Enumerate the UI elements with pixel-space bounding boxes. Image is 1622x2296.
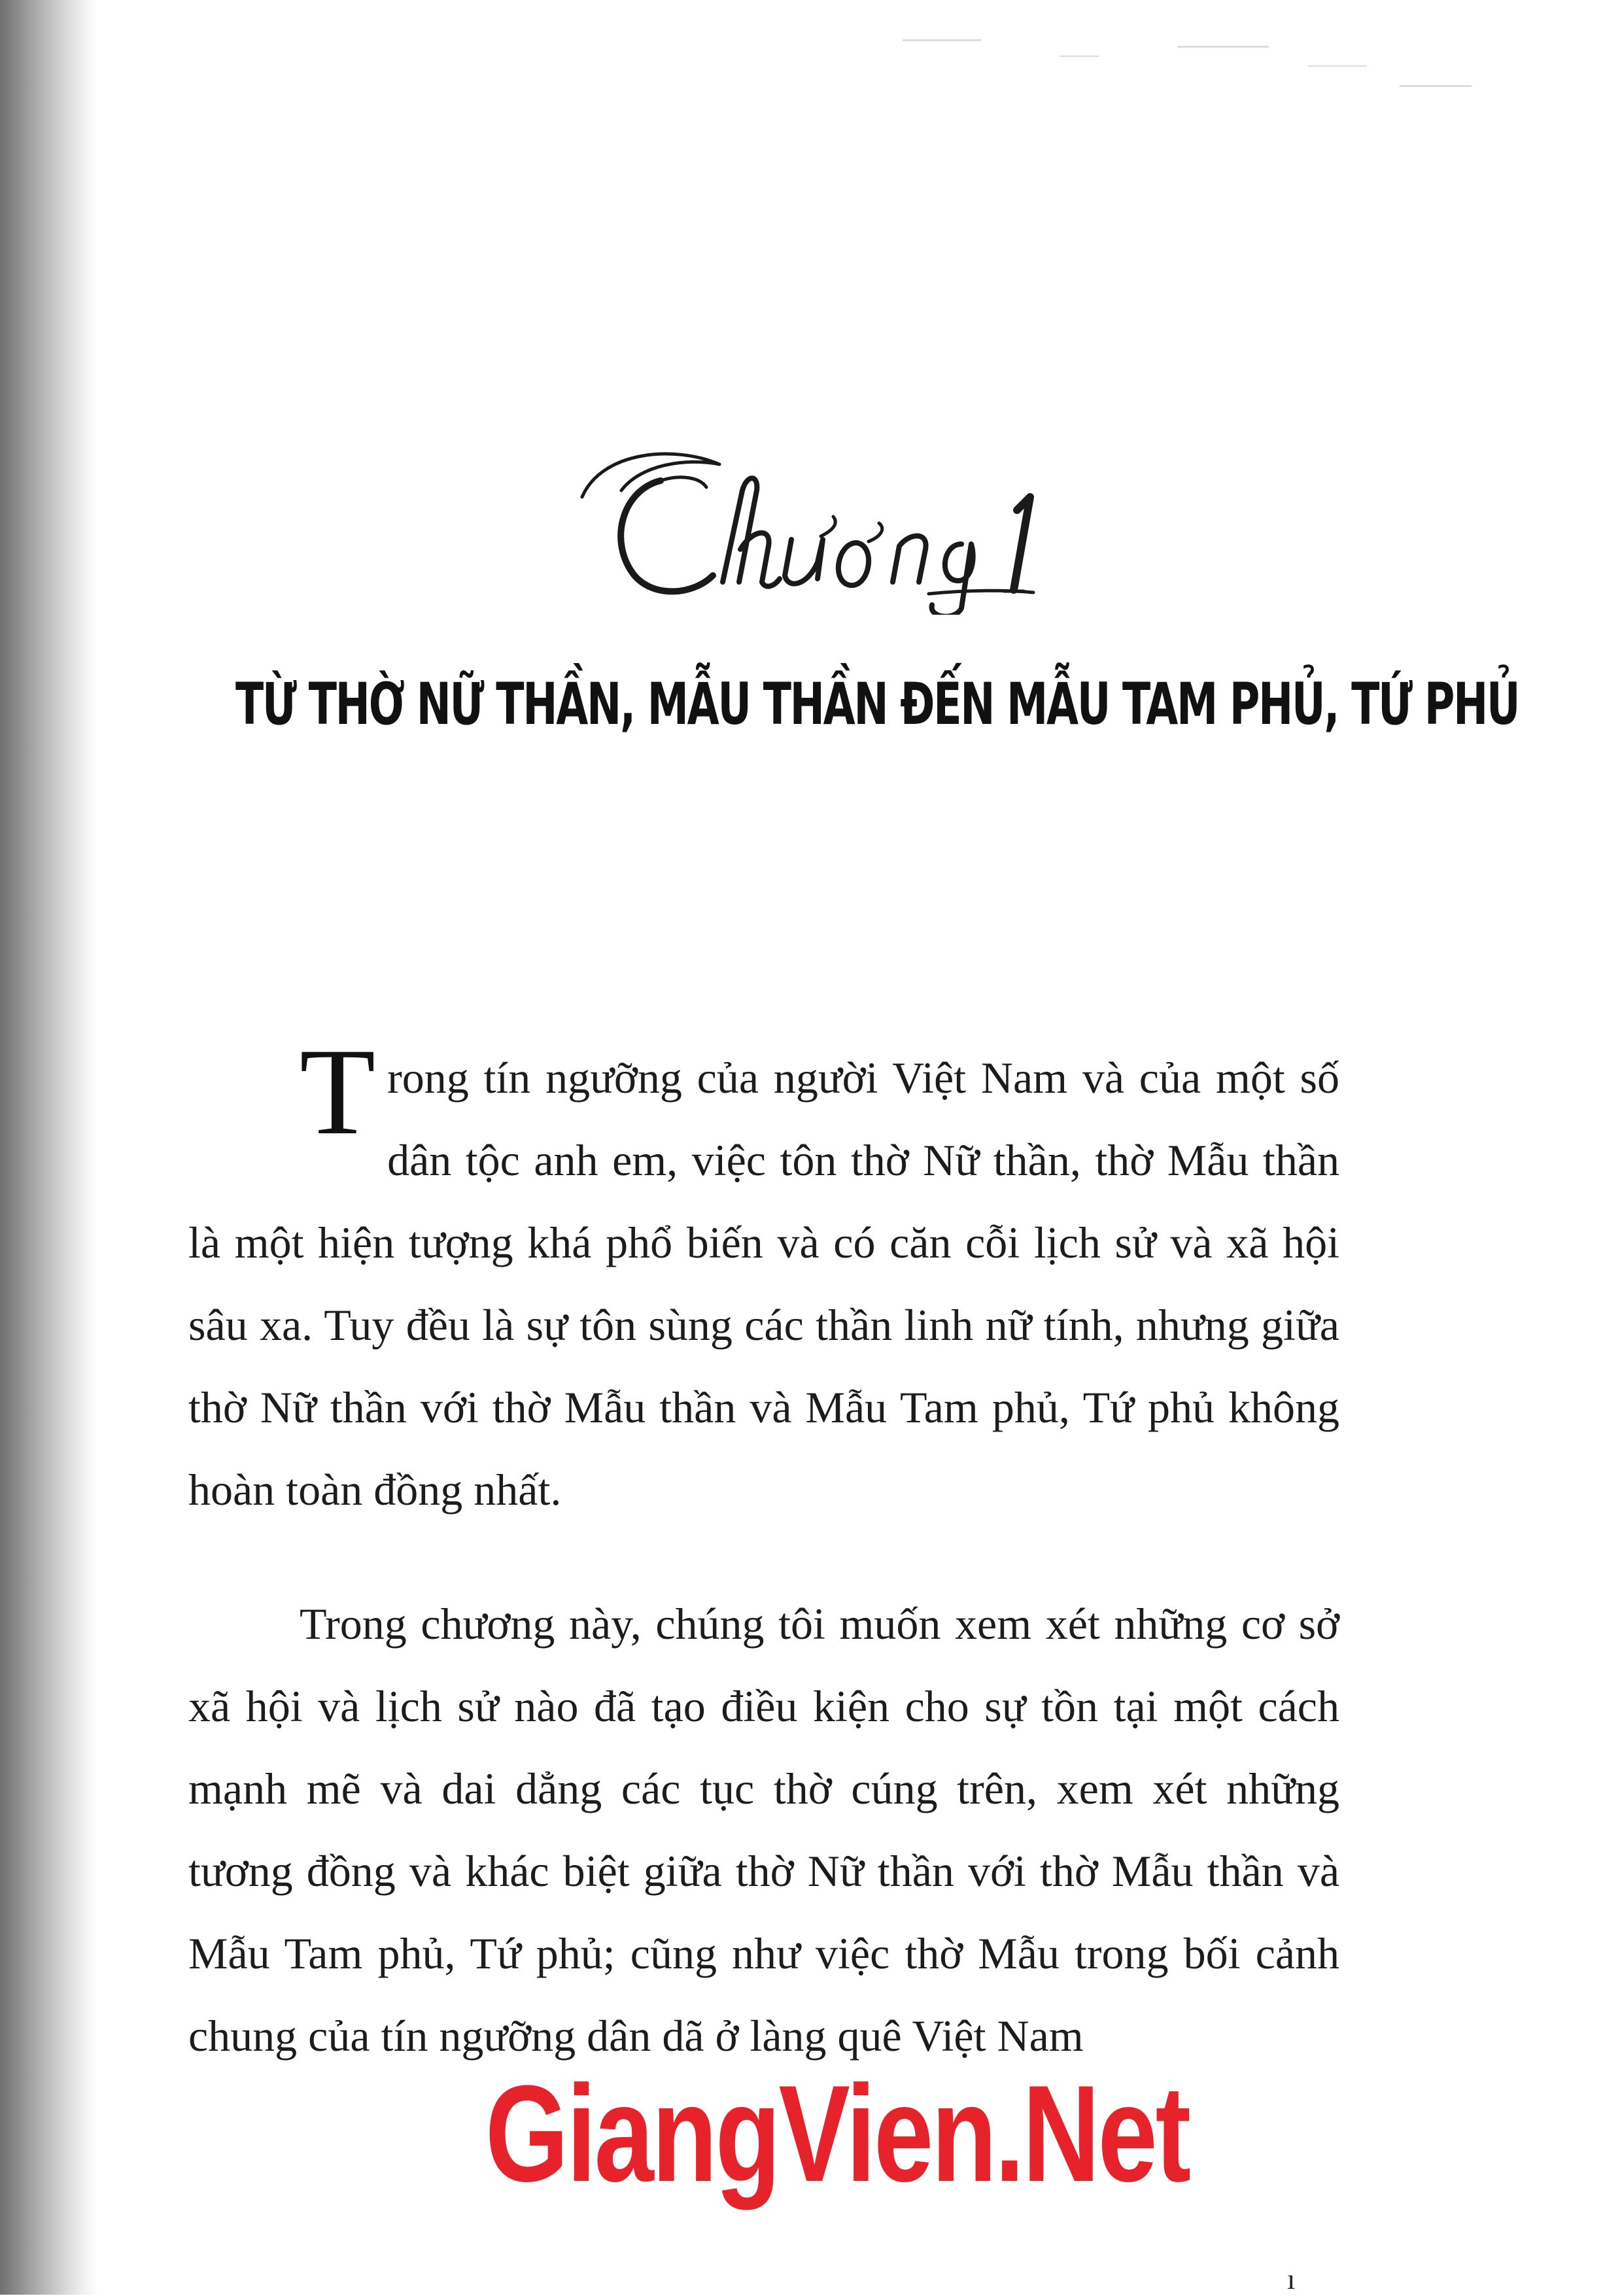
paragraph-2: Trong chương này, chúng tôi muốn xem xét những cơ sở xã hội và lịch sử nào đã tạo điều kiện cho sự tồn tại một cách mạnh mẽ và dai dẳng các tục thờ cúng trên, xem xét những tương đồng và khác biệt giữa thờ Nữ thần với thờ Mẫu thần và Mẫu Tam phủ, Tứ phủ; cũng như việc thờ Mẫu trong bối cảnh chung của tín ngưỡng dân dã ở làng quê Việt Nam (188, 1599, 1339, 2061)
watermark-logo: GiangVien.Net (485, 2057, 1189, 2210)
chapter-title: TỪ THỜ NỮ THẦN, MẪU THẦN ĐẾN MẪU TAM PHỦ, TỨ PHỦ (235, 670, 1519, 738)
chapter-heading-calligraphy (562, 419, 1060, 615)
chapter-heading (0, 419, 1622, 615)
scan-noise (903, 26, 1491, 105)
paragraph-1-text: rong tín ngưỡng của người Việt Nam và của một số dân tộc anh em, việc tôn thờ Nữ thần, thờ Mẫu thần là một hiện tượng khá phổ biến và có căn cỗi lịch sử và xã hội sâu xa. Tuy đều là sự tôn sùng các thần linh nữ tính, nhưng giữa thờ Nữ thần với thờ Mẫu thần và Mẫu Tam phủ, Tứ phủ không hoàn toàn đồng nhất. (188, 1053, 1339, 1515)
page-number-mark: ı (1287, 2263, 1296, 2295)
paragraph-1 (188, 1023, 1339, 1531)
book-spine-shadow (0, 0, 98, 2295)
drop-cap: T (300, 1023, 376, 1161)
